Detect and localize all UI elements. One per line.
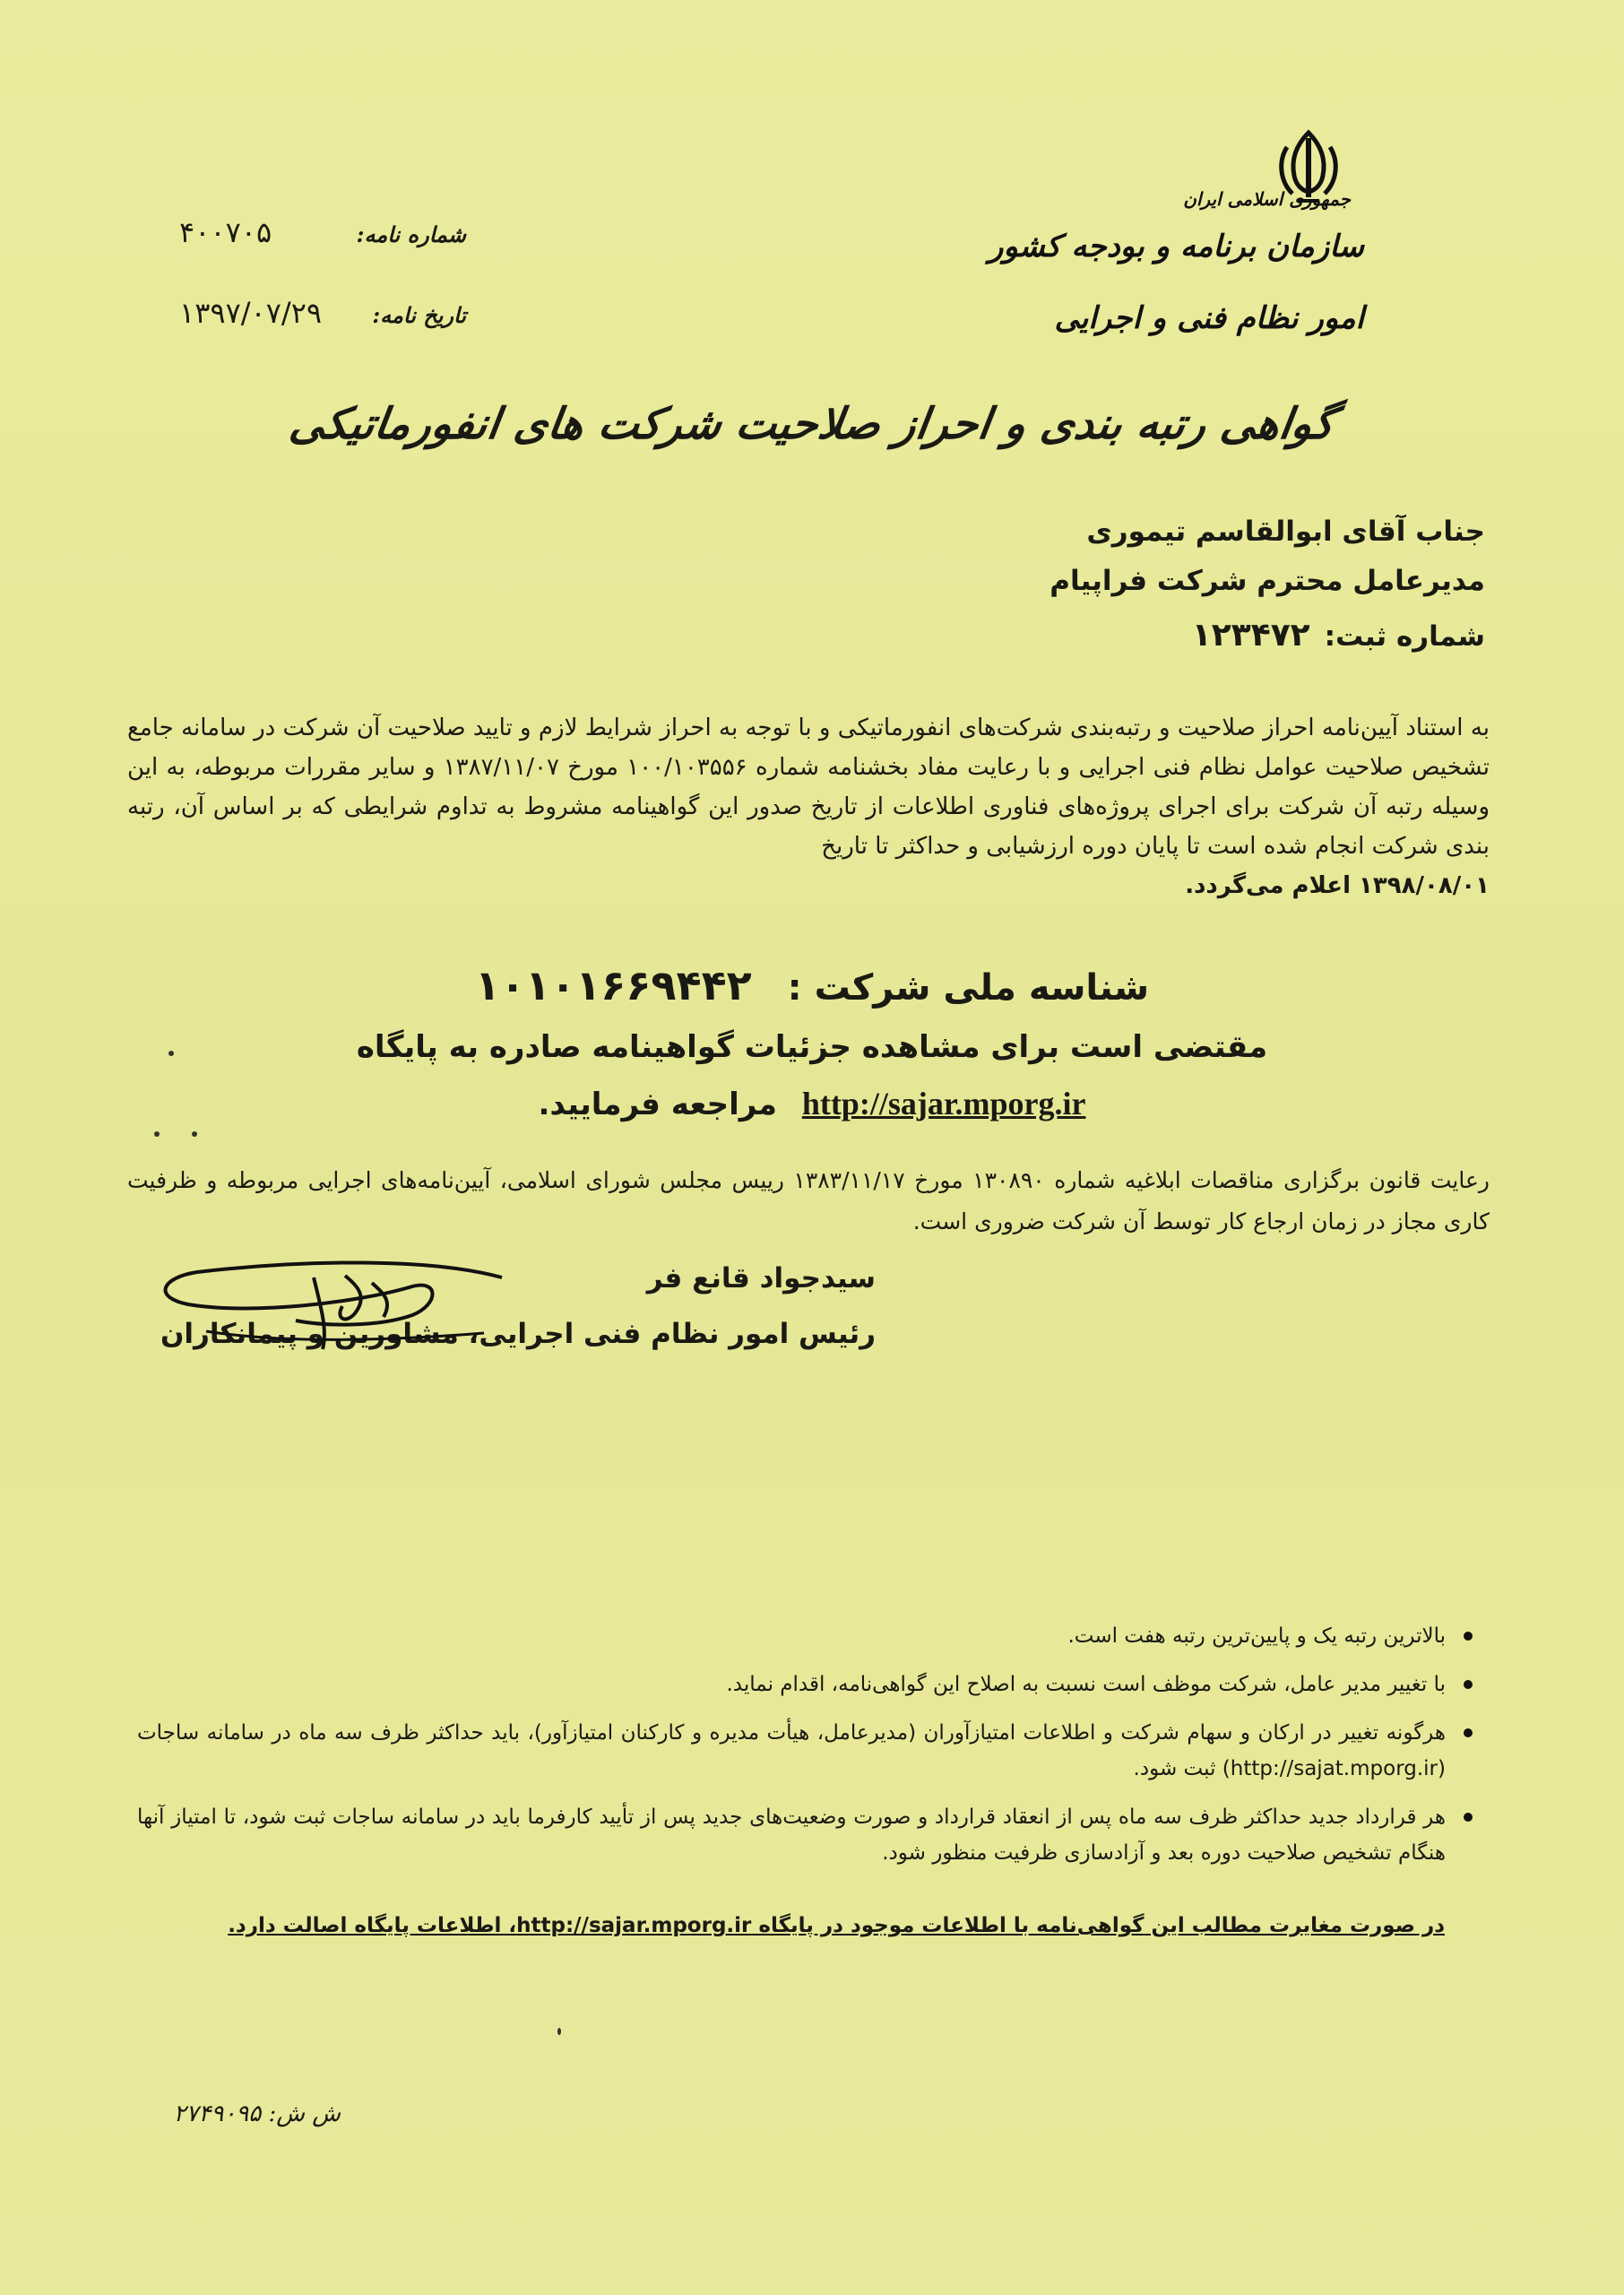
- letter-number-row: [179, 215, 466, 249]
- national-id-row: [0, 961, 1624, 1009]
- body-paragraph: [127, 708, 1490, 905]
- national-id-value: ۱۰۱۰۱۶۶۹۴۴۲: [474, 961, 752, 1009]
- letter-date-label: تاریخ نامه:: [372, 302, 466, 328]
- scan-speck: [168, 1051, 174, 1056]
- letterhead-organization: سازمان برنامه و بودجه کشور: [989, 229, 1364, 264]
- letter-number-label: شماره نامه:: [356, 221, 466, 247]
- reference-line-2: [0, 1085, 1624, 1122]
- list-item: هر قرارداد جدید حداکثر ظرف سه ماه پس از انعقاد قرارداد و صورت وضعیت‌های جدید پس از تأیید کارفرما باید در سامانه ساجات ثبت شود، تا امتیاز آنها هنگام تشخیص صلاحیت دوره بعد و آزادسازی ظرفیت منظور شود.: [137, 1799, 1446, 1871]
- validity-footer-note: در صورت مغایرت مطالب این گواهی‌نامه با اطلاعات موجود در پایگاه http://sajar.mporg.ir، اطلاعات پایگاه اصالت دارد.: [228, 1914, 1445, 1937]
- list-item: هرگونه تغییر در ارکان و سهام شرکت و اطلاعات امتیازآوران (مدیرعامل، هیأت مدیره و کارکنان امتیازآور)، باید حداکثر ظرف سه ماه در سامانه ساجات (http://sajat.mporg.ir) ثبت شود.: [137, 1715, 1446, 1787]
- body-paragraph-text: به استناد آیین‌نامه احراز صلاحیت و رتبه‌بندی شرکت‌های انفورماتیکی و با توجه به احراز شرایط لازم و تایید صلاحیت آن شرکت در سامانه جامع تشخیص صلاحیت عوامل نظام فنی اجرایی و با رعایت مفاد بخشنامه شماره ۱۰۰/۱۰۳۵۵۶ مورخ ۱۳۸۷/۱۱/۰۷ و سایر مقررات مربوطه، به این وسیله رتبه آن شرکت برای اجرای پروژه‌های فناوری اطلاعات از تاریخ صدور این گواهینامه مشروط به تداوم شرایطی که بر اساس آن، رتبه بندی شرکت انجام شده است تا پایان دوره ارزشیابی و حداکثر تا تاریخ: [127, 714, 1490, 860]
- registration-number: ۱۲۳۴۷۲: [1191, 617, 1310, 654]
- registration-label: شماره ثبت:: [1324, 620, 1485, 653]
- list-item: با تغییر مدیر عامل، شرکت موظف است نسبت به اصلاح این گواهی‌نامه، اقدام نماید.: [137, 1667, 1446, 1702]
- addressee-position: مدیرعامل محترم شرکت فراپیام: [1050, 565, 1485, 597]
- letter-date-value: ۱۳۹۷/۰۷/۲۹: [179, 296, 323, 330]
- letterhead-country: جمهوری اسلامی ایران: [1183, 188, 1351, 210]
- serial-label: ش ش:: [268, 2100, 341, 2127]
- scan-speck: [192, 1131, 197, 1137]
- list-item: بالاترین رتبه یک و پایین‌ترین رتبه هفت است.: [137, 1618, 1446, 1654]
- scan-speck: [557, 2028, 561, 2035]
- letter-number-value: ۴۰۰۷۰۵: [179, 215, 272, 249]
- body-paragraph-end: ۱۳۹۸/۰۸/۰۱ اعلام می‌گردد.: [1185, 872, 1490, 899]
- national-id-label: شناسه ملی شرکت :: [787, 967, 1150, 1009]
- scan-speck: [154, 1131, 160, 1137]
- certificate-title: گواهی رتبه بندی و احراز صلاحیت شرکت های انفورماتیکی: [286, 399, 1338, 449]
- registration-row: [1192, 617, 1485, 654]
- serial-value: ۲۷۴۹۰۹۵: [173, 2100, 262, 2127]
- addressee-name: جناب آقای ابوالقاسم تیموری: [1086, 515, 1485, 548]
- reference-line-1: مقتضی است برای مشاهده جزئیات گواهینامه صادره به پایگاه: [356, 1029, 1268, 1065]
- sajar-link[interactable]: http://sajar.mporg.ir: [801, 1086, 1086, 1122]
- handwritten-signature: [143, 1251, 520, 1358]
- signatory-title: رئیس امور نظام فنی اجرایی، مشاورین و پیمانکاران: [160, 1318, 876, 1350]
- signatory-name: سیدجواد قانع فر: [646, 1262, 876, 1295]
- legal-note: رعایت قانون برگزاری مناقصات ابلاغیه شماره ۱۳۰۸۹۰ مورخ ۱۳۸۳/۱۱/۱۷ رییس مجلس شورای اسلامی، آیین‌نامه‌های اجرایی مربوطه و ظرفیت کاری مجاز در زمان ارجاع کار توسط آن شرکت ضروری است.: [127, 1167, 1490, 1234]
- reference-suffix: مراجعه فرمایید.: [538, 1087, 777, 1122]
- serial-number: [125, 2100, 341, 2127]
- letterhead-department: امور نظام فنی و اجرایی: [1054, 300, 1364, 336]
- notes-list: [137, 1618, 1476, 1884]
- letter-date-row: [179, 296, 466, 330]
